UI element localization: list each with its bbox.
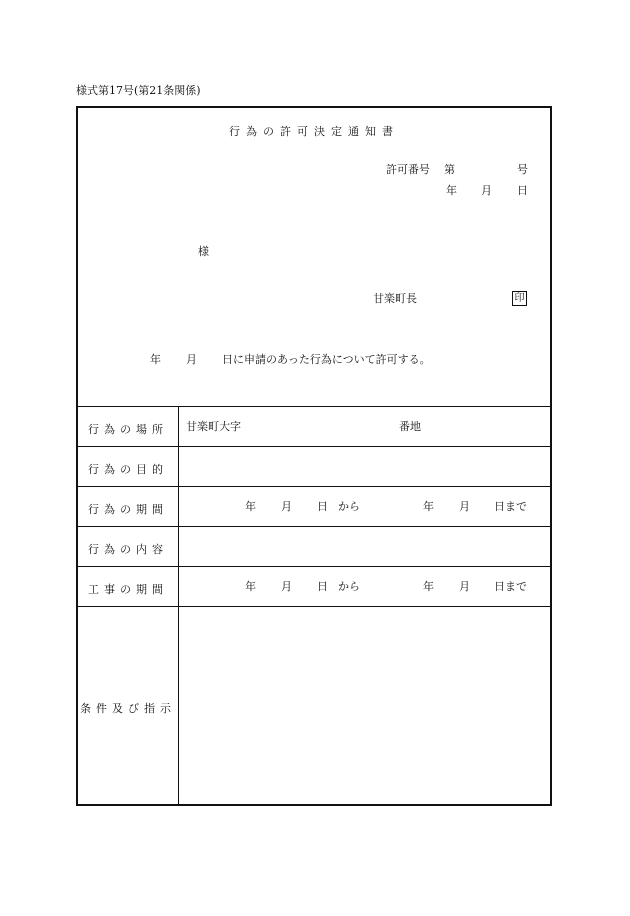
issue-date-day: 日 [517,184,528,197]
construction-start-year: 年 [245,580,256,593]
construction-from: から [338,580,360,593]
row-label-conditions: 条件及び指示 [80,702,176,715]
label-column-divider [178,406,179,804]
issue-date-month: 月 [481,184,492,197]
addressee-suffix: 様 [198,245,209,258]
document-title: 行為の許可決定通知書 [229,125,399,138]
approval-month: 月 [186,353,197,366]
approval-year: 年 [150,353,161,366]
seal-mark: 印 [512,291,527,306]
period-end-month: 月 [459,500,470,513]
construction-start-month: 月 [281,580,292,593]
period-start-month: 月 [281,500,292,513]
approval-text: 日に申請のあった行為について許可する。 [222,353,431,366]
permit-number-go: 号 [517,163,528,176]
period-end-year: 年 [423,500,434,513]
row-label-content: 行為の内容 [88,543,168,556]
construction-end-year: 年 [423,580,434,593]
place-suffix: 番地 [399,420,421,433]
issuer-name: 甘楽町長 [373,292,417,305]
form-number-label: 様式第17号(第21条関係) [76,84,201,97]
period-start-day: 日 [317,500,328,513]
row-divider [78,486,550,487]
permit-number-dai: 第 [444,163,455,176]
construction-end-until: 日まで [494,580,527,593]
construction-start-day: 日 [317,580,328,593]
row-divider [78,606,550,607]
period-end-until: 日まで [494,500,527,513]
permit-number-label: 許可番号 [386,163,430,176]
row-divider [78,446,550,447]
issue-date-year: 年 [446,184,457,197]
row-label-place: 行為の場所 [88,423,168,436]
notice-form [76,106,552,806]
table-top-border [78,406,550,407]
row-label-purpose: 行為の目的 [88,463,168,476]
row-label-construction: 工事の期間 [88,583,168,596]
period-from: から [338,500,360,513]
row-label-period: 行為の期間 [88,503,168,516]
row-divider [78,526,550,527]
period-start-year: 年 [245,500,256,513]
place-prefix: 甘楽町大字 [186,420,241,433]
construction-end-month: 月 [459,580,470,593]
row-divider [78,566,550,567]
